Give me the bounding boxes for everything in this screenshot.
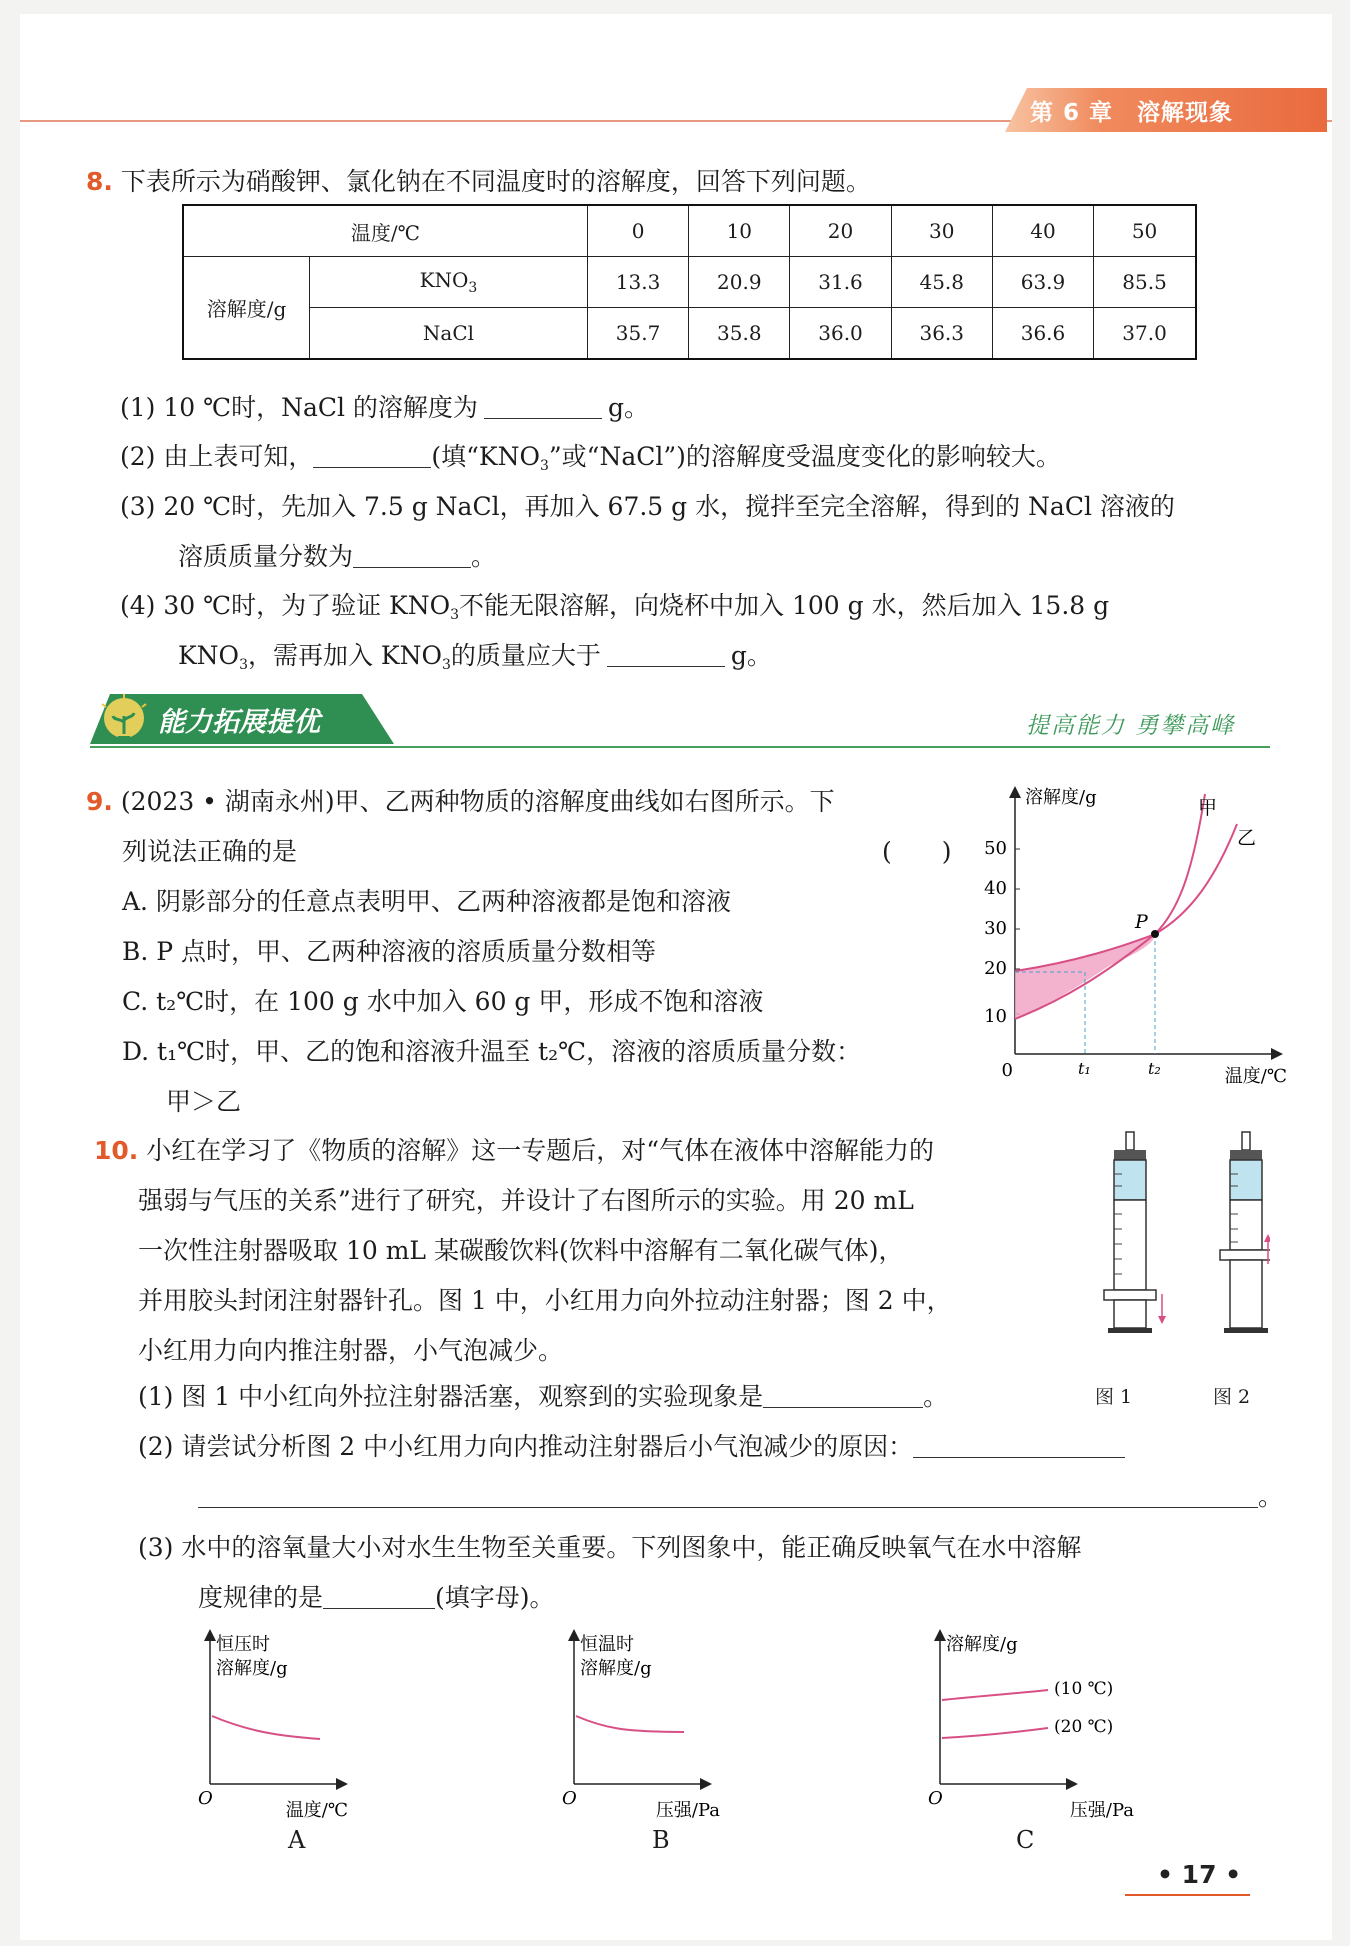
y-axis-label: 溶解度/g (1025, 787, 1097, 808)
table-cell: 20.9 (689, 257, 790, 308)
q10-sub3: (3) 水中的溶氧量大小对水生生物至关重要。下列图象中，能正确反映氧气在水中溶解 (138, 1533, 1082, 1562)
answer-blank[interactable] (353, 543, 471, 568)
point-p-label: P (1135, 911, 1148, 933)
q8-p4-text2: 不能无限溶解，向烧杯中加入 100 g 水，然后加入 15.8 g (459, 591, 1110, 620)
graph-c-curve-20c (942, 1728, 1048, 1738)
graph-b-curve (576, 1716, 684, 1732)
q8-p3-end: 。 (471, 542, 497, 571)
graph-a-ylabel2: 溶解度/g (216, 1658, 288, 1679)
q10-s1-text: (1) 图 1 中小红向外拉注射器活塞，观察到的实验现象是 (138, 1382, 764, 1411)
table-cell: 45.8 (891, 257, 992, 308)
graph-b-xlabel: 压强/Pa (655, 1800, 720, 1821)
table-header-temp: 温度/℃ (183, 205, 587, 257)
q10-text: 小红在学习了《物质的溶解》这一专题后，对“气体在液体中溶解能力的 (146, 1136, 935, 1165)
q9-option-b[interactable]: B. P 点时，甲、乙两种溶液的溶质质量分数相等 (122, 937, 657, 966)
q8-part2: (2) 由上表可知， (填“$KNO_3$”或“NaCl”)的溶解度受温度变化的影响较大。 (120, 442, 1061, 474)
graph-a (190, 1624, 360, 1834)
graph-a-curve (212, 1716, 320, 1739)
point-p (1151, 930, 1159, 938)
graph-c-xlabel: 压强/Pa (1069, 1800, 1134, 1821)
y-tick: 20 (984, 958, 1007, 979)
q10-line4: 并用胶头封闭注射器针孔。图 1 中，小红用力向外拉动注射器；图 2 中， (138, 1286, 952, 1315)
answer-blank[interactable] (484, 394, 602, 419)
table-cell: 10 (689, 205, 790, 257)
fig2-caption: 图 2 (1213, 1386, 1251, 1408)
q10-sub1 (138, 1381, 948, 1413)
section-slogan: 提高能力 勇攀高峰 (1026, 713, 1236, 739)
table-cell: 35.8 (689, 308, 790, 360)
t2-label: t₂ (1148, 1059, 1161, 1078)
q8-p2-text: (2) 由上表可知， (120, 442, 314, 471)
page-number: • 17 • (1157, 1860, 1242, 1889)
q10-s2-text: (2) 请尝试分析图 2 中小红用力向内推动注射器后小气泡减少的原因： (138, 1432, 914, 1461)
table-cell: 35.7 (587, 308, 688, 360)
q9-number: 9. (86, 787, 113, 816)
graph-c-10c-label: (10 ℃) (1054, 1679, 1114, 1699)
q8-p2-hint: (填“KNO (431, 442, 540, 471)
curve-jia-label: 甲 (1198, 797, 1218, 819)
q8-p4-unit: g。 (730, 641, 772, 670)
graph-b-ylabel1: 恒温时 (580, 1634, 634, 1655)
solubility-table (182, 204, 1197, 360)
q9-option-d-cont: 甲＞乙 (166, 1087, 242, 1116)
q10-s2-end: 。 (1258, 1482, 1284, 1511)
table-header-solubility: 溶解度/g (183, 257, 310, 360)
graph-a-origin: O (198, 1788, 213, 1809)
solubility-curve-graph (975, 774, 1295, 1094)
option-c-label[interactable]: C (1016, 1826, 1035, 1854)
graph-c-20c-label: (20 ℃) (1054, 1717, 1114, 1737)
graph-b-origin: O (562, 1788, 577, 1809)
table-cell: 36.6 (992, 308, 1093, 360)
q9-answer-paren[interactable]: ( ) (882, 837, 952, 866)
q8-p4-text3: ，需再加入 KNO (247, 641, 442, 670)
syringe-figure-1 (1104, 1132, 1166, 1333)
footer-rule (1125, 1894, 1250, 1896)
graph-b-ylabel2: 溶解度/g (580, 1658, 652, 1679)
section-title: 能力拓展提优 (158, 707, 320, 738)
answer-blank[interactable] (323, 1584, 435, 1609)
q9-option-a[interactable]: A. 阴影部分的任意点表明甲、乙两种溶液都是饱和溶液 (122, 887, 731, 916)
table-cell: 36.3 (891, 308, 992, 360)
q10-line1 (94, 1135, 934, 1167)
answer-blank[interactable] (763, 1383, 923, 1408)
syringe-figures (1070, 1124, 1270, 1334)
answer-blank[interactable] (607, 642, 725, 667)
q8-part4-cont: $KNO_3$，需再加入 $KNO_3$的质量应大于 g。 (178, 641, 772, 673)
q8-p1-text: (1) 10 ℃时，NaCl 的溶解度为 (120, 393, 478, 422)
q8-p2-rest: ”或“NaCl”)的溶解度受温度变化的影响较大。 (548, 442, 1061, 471)
y-tick: 10 (984, 1006, 1007, 1027)
y-tick: 50 (984, 838, 1007, 859)
table-cell: 13.3 (587, 257, 688, 308)
origin-label: 0 (1001, 1060, 1013, 1081)
q9-stem: (2023 • 湖南永州)甲、乙两种物质的溶解度曲线如右图所示。下 (120, 787, 835, 816)
q8-part4: (4) 30 ℃时，为了验证 $KNO_3$不能无限溶解，向烧杯中加入 100 g 水，然后加入 15.8 g (120, 591, 1110, 623)
table-row-label-nacl: NaCl (310, 308, 588, 360)
q10-sub2-cont (198, 1481, 1283, 1513)
q8-p3-text: 溶质质量分数为 (178, 542, 354, 571)
t1-label: t₁ (1078, 1059, 1091, 1078)
lightbulb-icon (98, 694, 150, 746)
table-row-label-kno3 (310, 257, 588, 308)
kno3-label: KNO (419, 268, 469, 292)
option-a-label[interactable]: A (288, 1826, 306, 1854)
q10-s3-end: (填字母)。 (435, 1583, 555, 1612)
graph-a-ylabel1: 恒压时 (216, 1634, 270, 1655)
graph-c (920, 1624, 1150, 1834)
graph-b (554, 1624, 724, 1834)
table-cell: 40 (992, 205, 1093, 257)
q10-line2: 强弱与气压的关系”进行了研究，并设计了右图所示的实验。用 20 mL (138, 1186, 914, 1215)
chapter-title: 第 6 章 溶解现象 (1030, 100, 1234, 126)
q8-part1 (120, 392, 649, 424)
q8-p1-unit: g。 (607, 393, 649, 422)
q10-sub2 (138, 1431, 1125, 1463)
q10-line5: 小红用力向内推注射器，小气泡减少。 (138, 1336, 564, 1365)
q8-number: 8. (86, 167, 113, 196)
graph-c-ylabel: 溶解度/g (946, 1634, 1018, 1655)
table-cell: 37.0 (1094, 308, 1196, 360)
graph-c-origin: O (928, 1788, 943, 1809)
q8-part3-cont (178, 541, 496, 573)
answer-blank[interactable] (198, 1483, 1258, 1508)
q8-p4-text4: 的质量应大于 (450, 641, 601, 670)
graph-a-xlabel: 温度/℃ (285, 1800, 348, 1821)
table-cell: 30 (891, 205, 992, 257)
q8-p4-text: (4) 30 ℃时，为了验证 KNO (120, 591, 451, 620)
q9-line1 (86, 786, 835, 818)
table-cell: 85.5 (1094, 257, 1196, 308)
q10-s1-end: 。 (923, 1382, 949, 1411)
shaded-region (1015, 934, 1155, 1019)
q10-line3: 一次性注射器吸取 10 mL 某碳酸饮料(饮料中溶解有二氧化碳气体)， (138, 1236, 904, 1265)
table-cell: 20 (790, 205, 891, 257)
table-cell: 50 (1094, 205, 1196, 257)
q9-option-d[interactable]: D. t₁℃时，甲、乙的饱和溶液升温至 t₂℃，溶液的溶质质量分数： (122, 1037, 862, 1066)
q10-s3-text: 度规律的是 (198, 1583, 324, 1612)
q8-stem-text: 下表所示为硝酸钾、氯化钠在不同温度时的溶解度，回答下列问题。 (120, 167, 871, 196)
y-tick: 30 (984, 918, 1007, 939)
answer-blank[interactable] (913, 1433, 1125, 1458)
q10-sub3-cont (198, 1582, 555, 1614)
table-cell: 31.6 (790, 257, 891, 308)
fig1-caption: 图 1 (1095, 1386, 1133, 1408)
q8-p4-kno3: KNO (178, 641, 240, 670)
q8-stem (86, 166, 871, 198)
page (20, 14, 1332, 1940)
q10-number: 10. (94, 1136, 139, 1165)
table-cell: 63.9 (992, 257, 1093, 308)
syringe-figure-2 (1220, 1132, 1270, 1333)
graph-c-curve-10c (942, 1690, 1048, 1700)
section-rule (90, 746, 1270, 748)
table-cell: 36.0 (790, 308, 891, 360)
table-cell: 0 (587, 205, 688, 257)
subscript: 3 (468, 280, 478, 296)
option-b-label[interactable]: B (652, 1826, 670, 1854)
q9-option-c[interactable]: C. t₂℃时，在 100 g 水中加入 60 g 甲，形成不饱和溶液 (122, 987, 764, 1016)
q8-part3: (3) 20 ℃时，先加入 7.5 g NaCl，再加入 67.5 g 水，搅拌至完全溶解，得到的 NaCl 溶液的 (120, 492, 1175, 521)
curve-yi-label: 乙 (1237, 827, 1257, 849)
y-tick: 40 (984, 878, 1007, 899)
x-axis-label: 温度/℃ (1224, 1066, 1287, 1087)
answer-blank[interactable] (313, 443, 431, 468)
q9-line2: 列说法正确的是 (122, 837, 298, 866)
